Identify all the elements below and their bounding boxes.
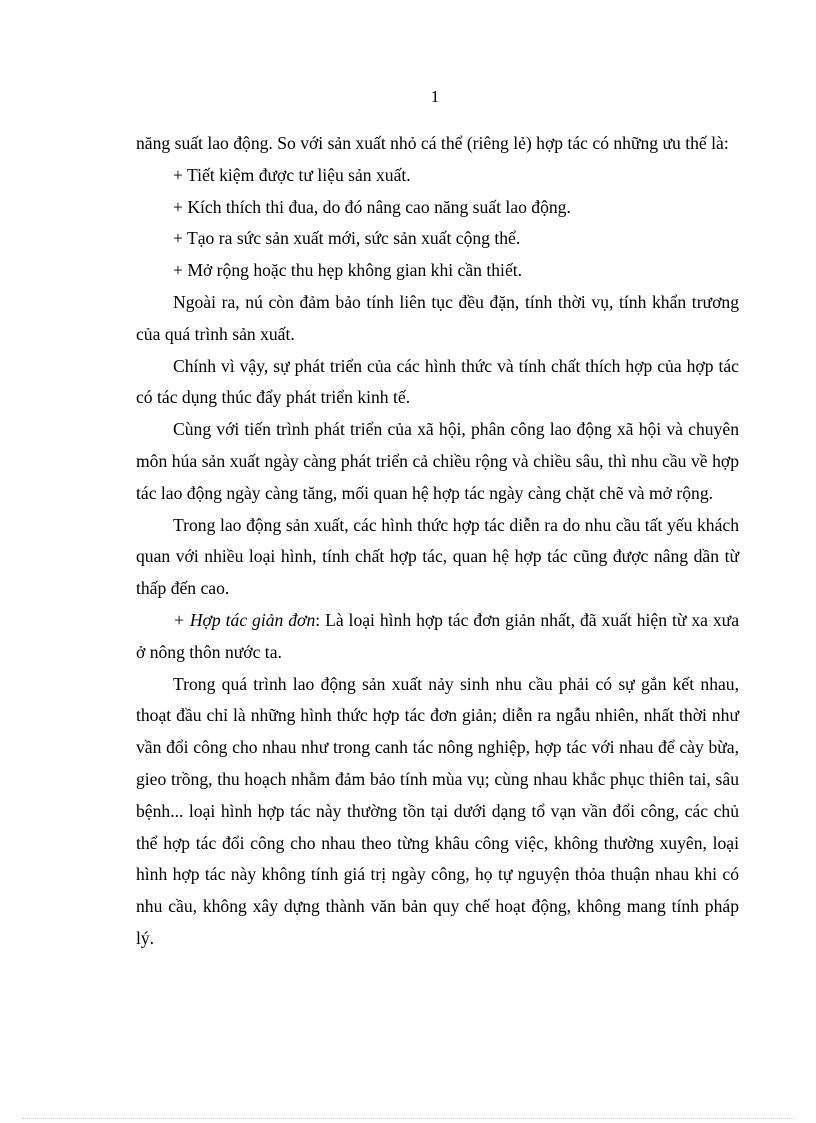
bullet-item: + Tạo ra sức sản xuất mới, sức sản xuất cộng thể. — [173, 228, 521, 249]
definition-text: : Là loại hình hợp tác đơn giản nhất, đã xuất hiện từ xa xưa ở nông thôn nước ta. — [136, 609, 739, 662]
page-number: 1 — [430, 87, 440, 106]
italic-prefix: + — [173, 609, 190, 630]
paragraph: Cùng với tiến trình phát triển của xã hội, phân công lao động xã hội và chuyên môn húa sản xuất ngày càng phát triển cả chiều rộng và chiều sâu, thì nhu cầu về hợp tác lao động ngày càng tăng, mối quan hệ hợp tác ngày càng chặt chẽ và mở rộng. — [136, 419, 739, 503]
italic-term: Hợp tác giản đơn — [189, 609, 316, 630]
paragraph-intro: năng suất lao động. So với sản xuất nhỏ cá thể (riêng lẻ) hợp tác có những ưu thế là: — [136, 133, 729, 153]
paragraph: Trong quá trình lao động sản xuất nảy sinh nhu cầu phải có sự gắn kết nhau, thoạt đầu chỉ là những hình thức hợp tác đơn giản; diễn ra ngẫu nhiên, nhất thời như vần đổi công cho nhau như trong canh tác nông nghiệp, hợp tác với nhau để cày bừa, gieo trồng, thu hoạch nhằm đảm bảo tính mùa vụ; cùng nhau khắc phục thiên tai, sâu bệnh... loại hình hợp tác này thường tồn tại dưới dạng tổ vạn vần đổi công, các chủ thể hợp tác đổi công cho nhau theo từng khâu công việc, không thường xuyên, loại hình hợp tác này không tính giá trị ngày công, họ tự nguyện thỏa thuận nhau khi có nhu cầu, không xây dựng thành văn bản quy chế hoạt động, không mang tính pháp lý. — [136, 673, 739, 948]
page-bottom-divider — [22, 1118, 794, 1119]
paragraph: Ngoài ra, nú còn đảm bảo tính liên tục đều đặn, tính thời vụ, tính khẩn trương của quá trình sản xuất. — [136, 291, 739, 344]
paragraph: Trong lao động sản xuất, các hình thức hợp tác diễn ra do nhu cầu tất yếu khách quan với nhiều loại hình, tính chất hợp tác, quan hệ hợp tác cũng được nâng dần từ thấp đến cao. — [136, 514, 739, 599]
paragraph: Chính vì vậy, sự phát triển của các hình thức và tính chất thích hợp của hợp tác có tác dụng thúc đẩy phát triển kinh tế. — [136, 355, 739, 408]
paragraph-simple-cooperation — [136, 605, 739, 669]
bullet-item: + Tiết kiệm được tư liệu sản xuất. — [173, 164, 411, 185]
bullet-item: + Mở rộng hoặc thu hẹp không gian khi cần thiết. — [173, 260, 523, 281]
document-body — [136, 128, 739, 955]
bullet-item: + Kích thích thi đua, do đó nâng cao năng suất lao động. — [173, 196, 571, 217]
